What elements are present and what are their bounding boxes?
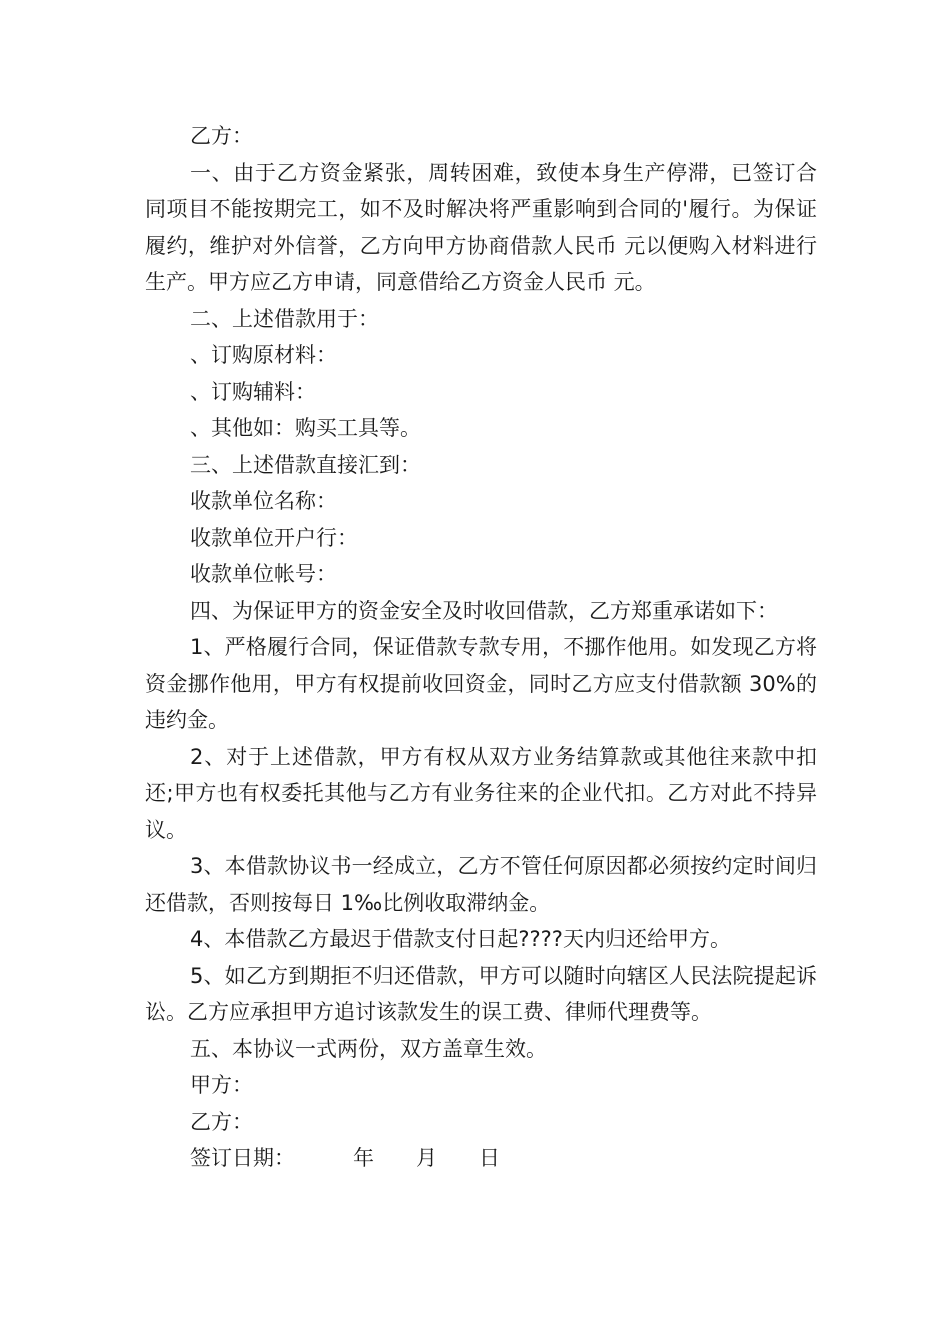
use-other: 、其他如：购买工具等。 <box>190 416 421 440</box>
clause-3-title: 三、上述借款直接汇到： <box>190 452 421 477</box>
signing-date <box>145 1140 817 1177</box>
promise-4: 4、本借款乙方最迟于借款支付日起????天内归还给甲方。 <box>190 927 731 951</box>
payee-account: 收款单位帐号： <box>190 562 337 586</box>
promise-3: 3、本借款协议书一经成立，乙方不管任何原因都必须按约定时间归还借款，否则按每日 1‰比例收取滞纳金。 <box>145 854 817 915</box>
use-auxiliary: 、订购辅料： <box>190 379 316 404</box>
party-b-header: 乙方： <box>190 124 253 148</box>
date-month: 月 <box>416 1146 437 1170</box>
promise-5: 5、如乙方到期拒不归还借款，甲方可以随时向辖区人民法院提起诉讼。乙方应承担甲方追讨该款发生的误工费、律师代理费等。 <box>145 963 817 1024</box>
clause-5: 五、本协议一式两份，双方盖章生效。 <box>190 1036 547 1061</box>
signing-date-label: 签订日期： <box>190 1146 295 1170</box>
party-b-signature: 乙方： <box>190 1109 253 1134</box>
promise-2: 2、对于上述借款，甲方有权从双方业务结算款或其他往来款中扣还;甲方也有权委托其他与乙方有业务往来的企业代扣。乙方对此不持异议。 <box>145 744 817 842</box>
agreement-body <box>145 118 817 1177</box>
payee-bank: 收款单位开户行： <box>190 525 358 550</box>
party-a-signature: 甲方： <box>190 1073 253 1097</box>
clause-1: 一、由于乙方资金紧张，周转困难，致使本身生产停滞，已签订合同项目不能按期完工，如不及时解决将严重影响到合同的'履行。为保证履约，维护对外信誉，乙方向甲方协商借款人民币 元以便购入材料进行生产。甲方应乙方申请，同意借给乙方资金人民币 元。 <box>145 160 817 294</box>
date-year: 年 <box>353 1146 374 1170</box>
payee-name: 收款单位名称： <box>190 489 337 513</box>
clause-2-title: 二、上述借款用于： <box>190 306 379 331</box>
use-raw-materials: 、订购原材料： <box>190 343 337 367</box>
date-day: 日 <box>479 1146 500 1170</box>
clause-4-title: 四、为保证甲方的资金安全及时收回借款，乙方郑重承诺如下： <box>190 598 778 623</box>
promise-1: 1、严格履行合同，保证借款专款专用，不挪作他用。如发现乙方将资金挪作他用，甲方有权提前收回资金，同时乙方应支付借款额 30%的违约金。 <box>145 635 817 732</box>
